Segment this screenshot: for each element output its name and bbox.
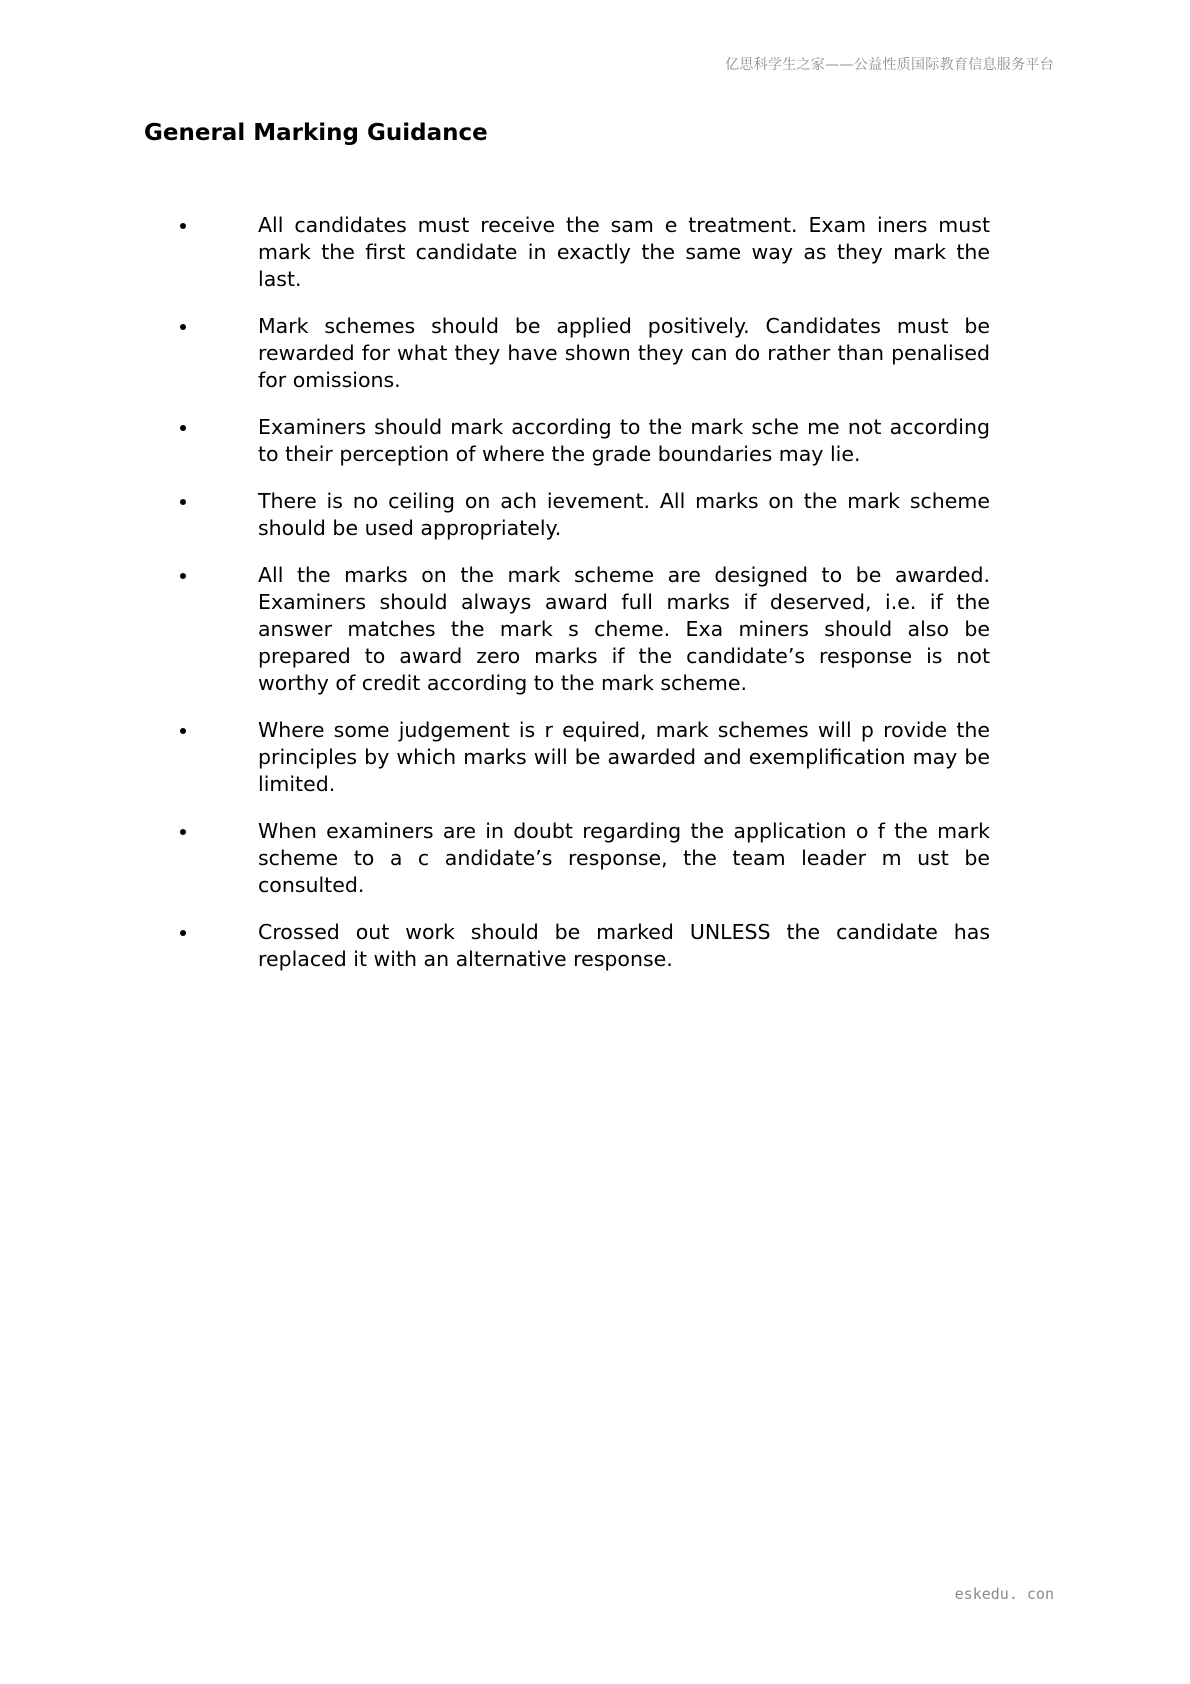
bullet-icon bbox=[180, 499, 186, 505]
bullet-icon bbox=[180, 223, 186, 229]
guidance-item bbox=[180, 212, 990, 293]
header-watermark: 亿思科学生之家——公益性质国际教育信息服务平台 bbox=[725, 57, 1054, 73]
footer-watermark: eskedu. con bbox=[954, 1585, 1054, 1603]
guidance-text: Crossed out work should be marked UNLESS the candidate has replaced it with an alternative response. bbox=[258, 920, 990, 971]
guidance-text: All the marks on the mark scheme are designed to be awarded. Examiners should always award full marks if deserved, i.e. if the answer matches the mark s cheme. Exa miners should also be prepared to award zero marks if the candidate’s response is not worthy of credit according to the mark scheme. bbox=[258, 563, 990, 695]
guidance-text: Examiners should mark according to the mark sche me not according to their perception of where the grade boundaries may lie. bbox=[258, 415, 990, 466]
guidance-text: There is no ceiling on ach ievement. All marks on the mark scheme should be used appropriately. bbox=[258, 489, 990, 540]
guidance-item bbox=[180, 717, 990, 798]
bullet-icon bbox=[180, 930, 186, 936]
guidance-text: Mark schemes should be applied positively. Candidates must be rewarded for what they have shown they can do rather than penalised for omissions. bbox=[258, 314, 990, 392]
guidance-list bbox=[180, 212, 990, 993]
guidance-text: All candidates must receive the sam e treatment. Exam iners must mark the first candidate in exactly the same way as they mark the last. bbox=[258, 213, 990, 291]
guidance-item bbox=[180, 818, 990, 899]
guidance-item bbox=[180, 919, 990, 973]
bullet-icon bbox=[180, 425, 186, 431]
page-title: General Marking Guidance bbox=[144, 120, 488, 146]
bullet-icon bbox=[180, 573, 186, 579]
bullet-icon bbox=[180, 324, 186, 330]
bullet-icon bbox=[180, 829, 186, 835]
guidance-item bbox=[180, 488, 990, 542]
guidance-text: When examiners are in doubt regarding the application o f the mark scheme to a c andidate’s response, the team leader m ust be consulted. bbox=[258, 819, 990, 897]
guidance-text: Where some judgement is r equired, mark schemes will p rovide the principles by which marks will be awarded and exemplification may be limited. bbox=[258, 718, 990, 796]
guidance-item bbox=[180, 414, 990, 468]
bullet-icon bbox=[180, 728, 186, 734]
guidance-item bbox=[180, 562, 990, 697]
guidance-item bbox=[180, 313, 990, 394]
